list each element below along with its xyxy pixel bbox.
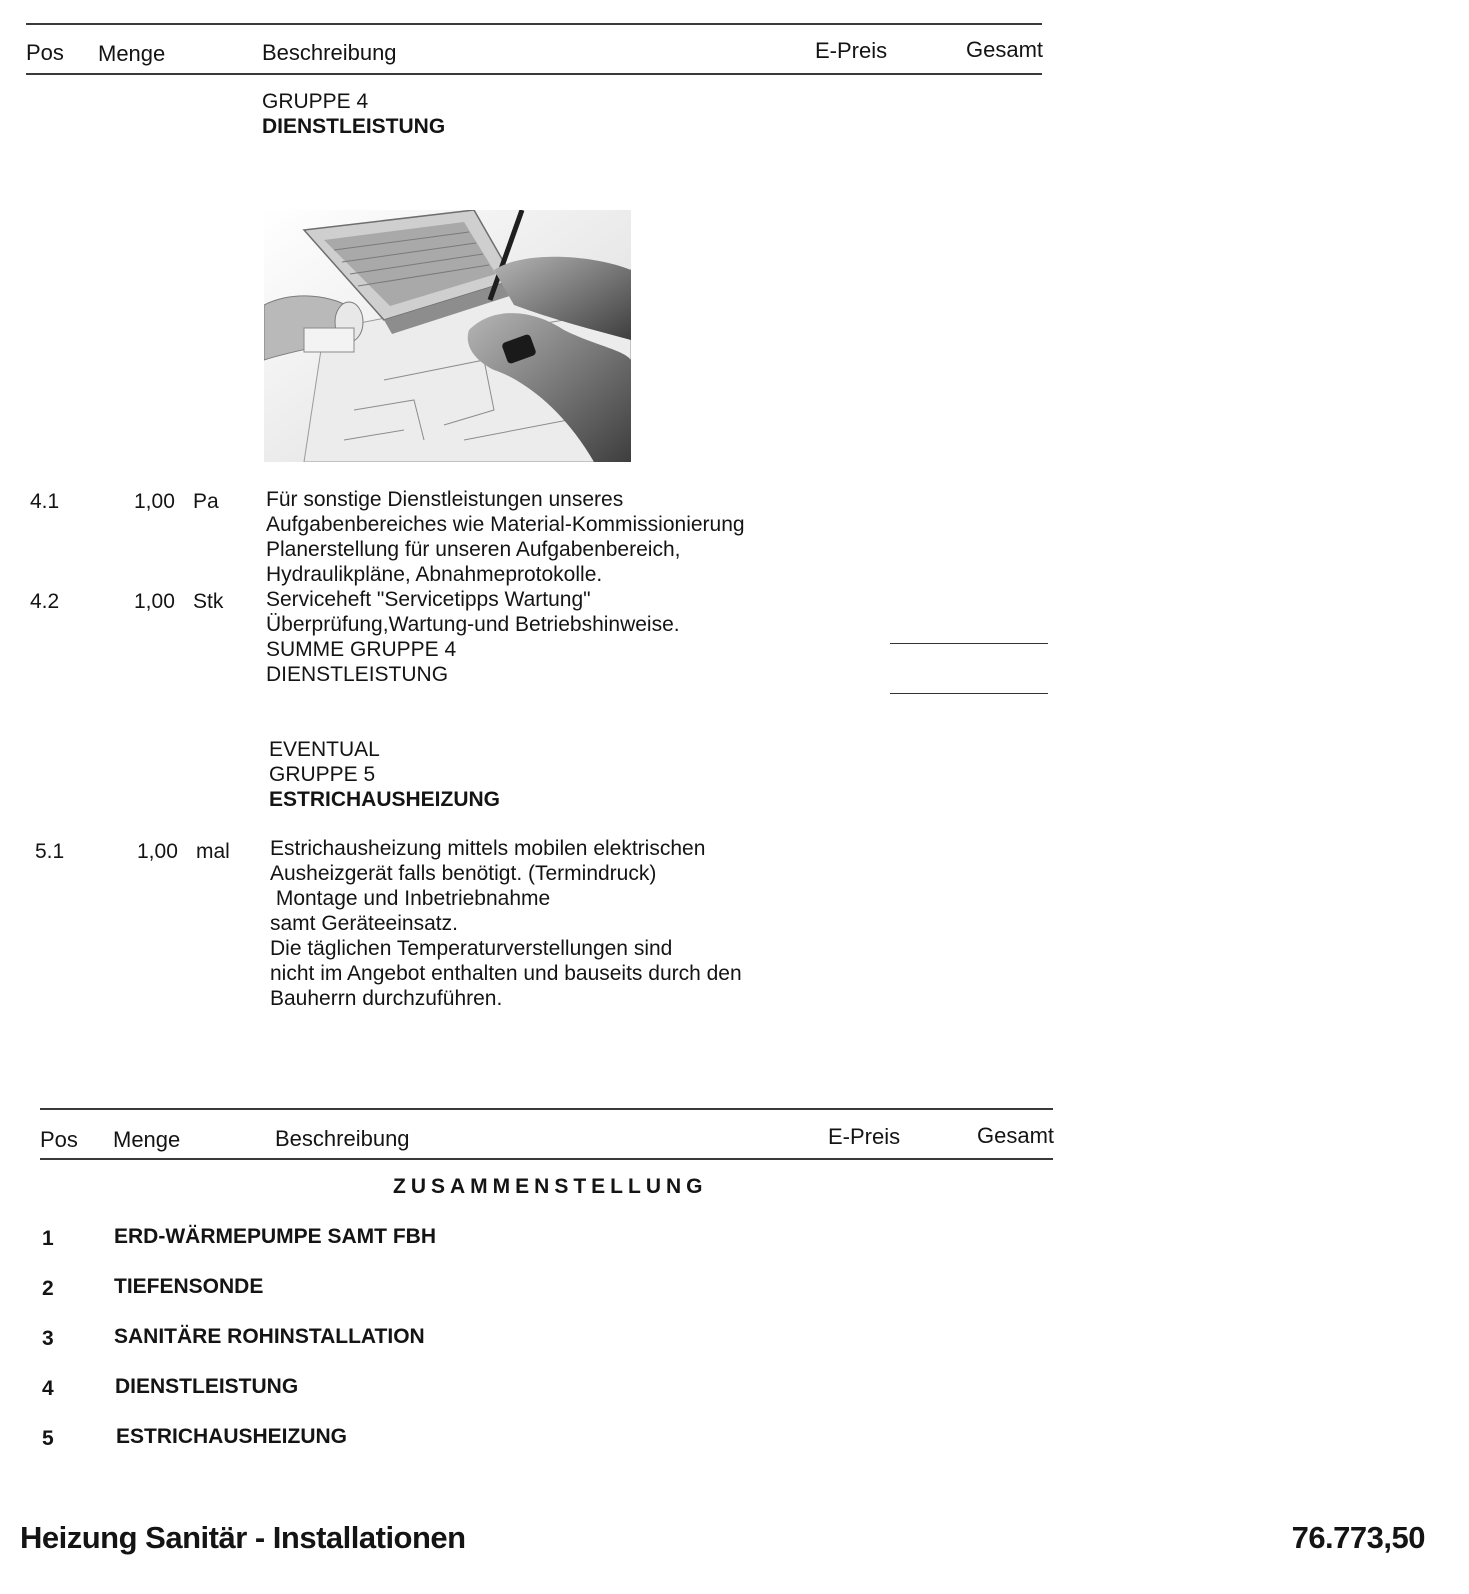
header-bottom-rule-lower [40,1158,1053,1160]
item-5-1-line-7: Bauherrn durchzuführen. [270,987,503,1010]
summary-item-4-num: 4 [42,1377,54,1400]
group4-sum-line-upper [890,643,1048,644]
group4-title: DIENSTLEISTUNG [262,115,446,138]
summary-item-5-num: 5 [42,1427,54,1450]
item-4-2-line-1: Serviceheft "Servicetipps Wartung" [266,588,591,611]
item-5-1-qty: 1,00 [137,840,178,863]
item-5-1-pos: 5.1 [35,840,65,863]
header-bottom-pos: Pos [40,1127,78,1152]
header-bottom-gesamt: Gesamt [977,1123,1055,1148]
group4-sum-line-lower [890,693,1048,694]
header-menge: Menge [98,41,166,66]
item-4-1-line-3: Planerstellung für unseren Aufgabenbereich, [266,538,681,561]
header-gesamt: Gesamt [966,37,1044,62]
header-epreis: E-Preis [815,38,888,63]
item-4-1-description [266,487,745,587]
item-4-2-qty: 1,00 [134,590,175,613]
summary-title: ZUSAMMENSTELLUNG [393,1175,708,1198]
header-bottom-epreis: E-Preis [828,1124,901,1149]
item-5-1-line-5: Die täglichen Temperaturverstellungen sind [270,937,673,960]
item-5-1-description [270,836,742,1011]
summary-item-3-name: SANITÄRE ROHINSTALLATION [114,1325,425,1348]
summary-item-1-name: ERD-WÄRMEPUMPE SAMT FBH [114,1225,436,1248]
footer-title: Heizung Sanitär - Installationen [20,1520,466,1555]
header-pos: Pos [26,40,64,65]
item-4-2-description [266,587,680,687]
item-5-1-line-3: Montage und Inbetriebnahme [270,887,551,910]
item-4-2-unit: Stk [193,590,224,613]
item-4-1-qty: 1,00 [134,490,175,513]
planning-photo-illustration [264,210,631,462]
item-4-1-unit: Pa [193,490,219,513]
group5-label: GRUPPE 5 [269,763,376,786]
planning-photo-icon [264,210,631,462]
group4-sum-title: DIENSTLEISTUNG [266,663,449,686]
header-bottom-beschreibung: Beschreibung [275,1126,410,1151]
summary-item-1-num: 1 [42,1227,54,1250]
summary-item-5-name: ESTRICHAUSHEIZUNG [116,1425,348,1448]
item-5-1-line-6: nicht im Angebot enthalten und bauseits durch den [270,962,742,985]
item-4-1-line-2: Aufgabenbereiches wie Material-Kommissionierung [266,513,745,536]
item-5-1-unit: mal [196,840,230,863]
summary-item-4-name: DIENSTLEISTUNG [115,1375,299,1398]
header-top-rule-lower [26,73,1042,75]
header-top-rule-upper [26,23,1042,25]
summary-item-3-num: 3 [42,1327,54,1350]
item-4-1-line-4: Hydraulikpläne, Abnahmeprotokolle. [266,563,603,586]
item-5-1-line-2: Ausheizgerät falls benötigt. (Termindruck) [270,862,657,885]
item-4-2-line-2: Überprüfung,Wartung-und Betriebshinweise. [266,613,680,636]
group5-title: ESTRICHAUSHEIZUNG [269,788,501,811]
item-5-1-line-4: samt Geräteeinsatz. [270,912,458,935]
group5-eventual: EVENTUAL [269,738,380,761]
group4-sum-label: SUMME GRUPPE 4 [266,638,457,661]
header-beschreibung: Beschreibung [262,40,397,65]
item-4-1-pos: 4.1 [30,490,60,513]
footer-total: 76.773,50 [1291,1520,1425,1555]
item-5-1-line-1: Estrichausheizung mittels mobilen elektrischen [270,837,706,860]
summary-item-2-name: TIEFENSONDE [114,1275,264,1298]
item-4-2-pos: 4.2 [30,590,60,613]
header-bottom-rule-upper [40,1108,1053,1110]
header-bottom-menge: Menge [113,1127,181,1152]
summary-item-2-num: 2 [42,1277,54,1300]
group4-label: GRUPPE 4 [262,90,369,113]
item-4-1-line-1: Für sonstige Dienstleistungen unseres [266,488,624,511]
